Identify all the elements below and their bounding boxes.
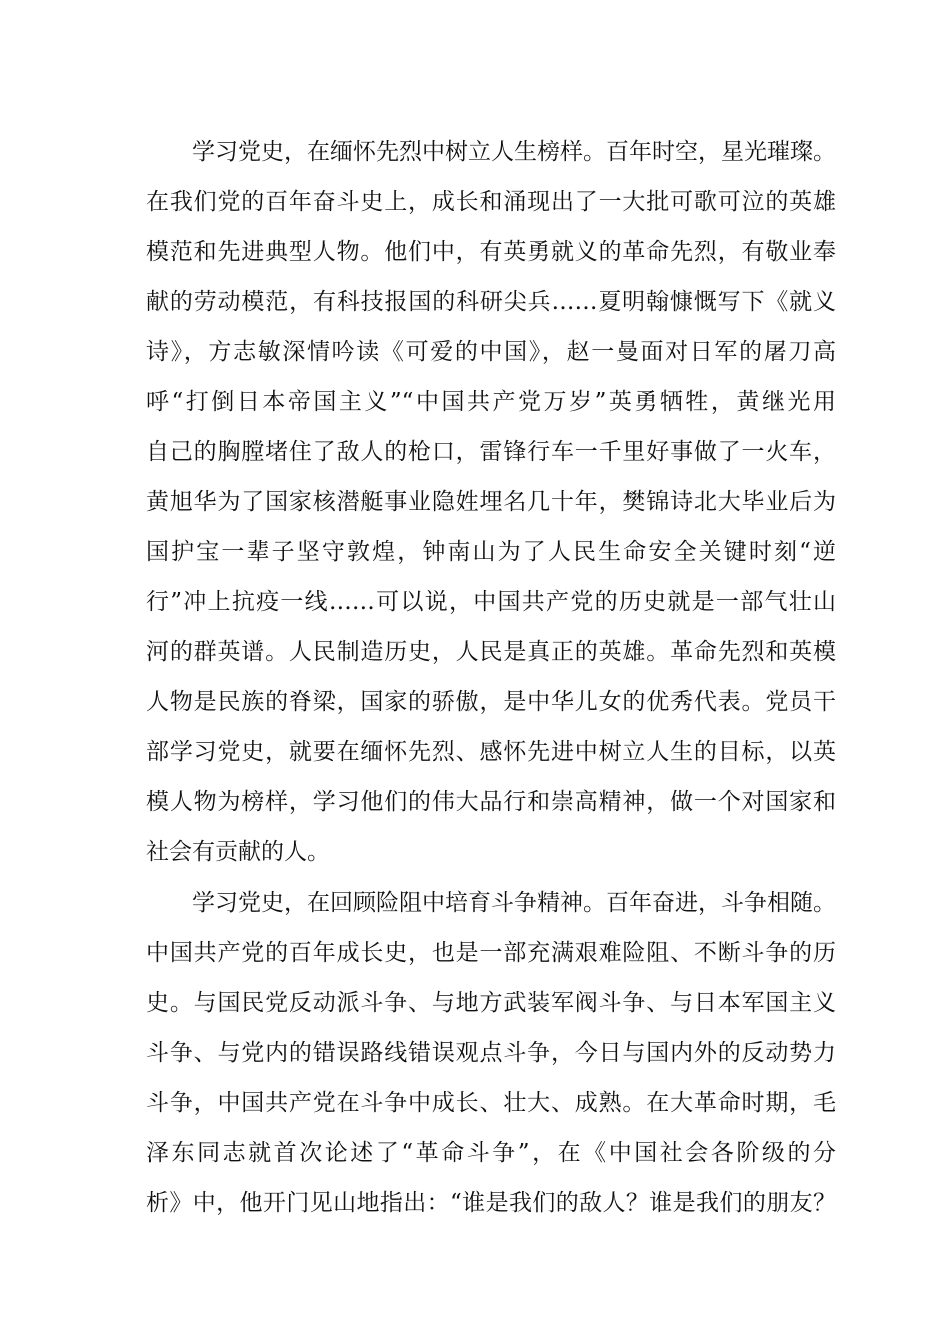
paragraph-line: 史。与国民党反动派斗争、与地方武装军阀斗争、与日本军国主义	[146, 990, 836, 1016]
paragraph-line: 自己的胸膛堵住了敌人的枪口，雷锋行车一千里好事做了一火车，	[146, 439, 836, 465]
paragraph-line: 斗争，中国共产党在斗争中成长、壮大、成熟。在大革命时期，毛	[146, 1090, 836, 1116]
paragraph-line: 人物是民族的脊梁，国家的骄傲，是中华儿女的优秀代表。党员干	[146, 689, 836, 715]
paragraph-line: 模人物为榜样，学习他们的伟大品行和崇高精神，做一个对国家和	[146, 789, 836, 815]
paragraph-line: 析》中，他开门见山地指出：“谁是我们的敌人？谁是我们的朋友？	[146, 1190, 836, 1216]
paragraph-line: 中国共产党的百年成长史，也是一部充满艰难险阻、不断斗争的历	[146, 940, 836, 966]
paragraph-line: 国护宝一辈子坚守敦煌，钟南山为了人民生命安全关键时刻“逆	[146, 539, 836, 565]
paragraph-line: 学习党史，在缅怀先烈中树立人生榜样。百年时空，星光璀璨。	[192, 139, 836, 165]
paragraph-line: 在我们党的百年奋斗史上，成长和涌现出了一大批可歌可泣的英雄	[146, 189, 836, 215]
paragraph-line: 社会有贡献的人。	[146, 839, 330, 865]
paragraph-line: 部学习党史，就要在缅怀先烈、感怀先进中树立人生的目标，以英	[146, 739, 836, 765]
paragraph-line: 河的群英谱。人民制造历史，人民是真正的英雄。革命先烈和英模	[146, 639, 836, 665]
paragraph-line: 黄旭华为了国家核潜艇事业隐姓埋名几十年，樊锦诗北大毕业后为	[146, 489, 836, 515]
paragraph-struggle-spirit	[146, 878, 836, 1228]
paragraph-line: 模范和先进典型人物。他们中，有英勇就义的革命先烈，有敬业奉	[146, 239, 836, 265]
paragraph-line: 学习党史，在回顾险阻中培育斗争精神。百年奋进，斗争相随。	[192, 890, 836, 916]
paragraph-line: 诗》，方志敏深情吟读《可爱的中国》，赵一曼面对日军的屠刀高	[146, 339, 836, 365]
paragraph-line: 呼“打倒日本帝国主义”“中国共产党万岁”英勇牺牲，黄继光用	[146, 389, 836, 415]
paragraph-line: 斗争、与党内的错误路线错误观点斗争，今日与国内外的反动势力	[146, 1040, 836, 1066]
paragraph-line: 泽东同志就首次论述了“革命斗争”，在《中国社会各阶级的分	[146, 1140, 836, 1166]
paragraph-line: 献的劳动模范，有科技报国的科研尖兵……夏明翰慷慨写下《就义	[146, 289, 836, 315]
paragraph-role-models	[146, 127, 836, 877]
paragraph-line: 行”冲上抗疫一线……可以说，中国共产党的历史就是一部气壮山	[146, 589, 836, 615]
